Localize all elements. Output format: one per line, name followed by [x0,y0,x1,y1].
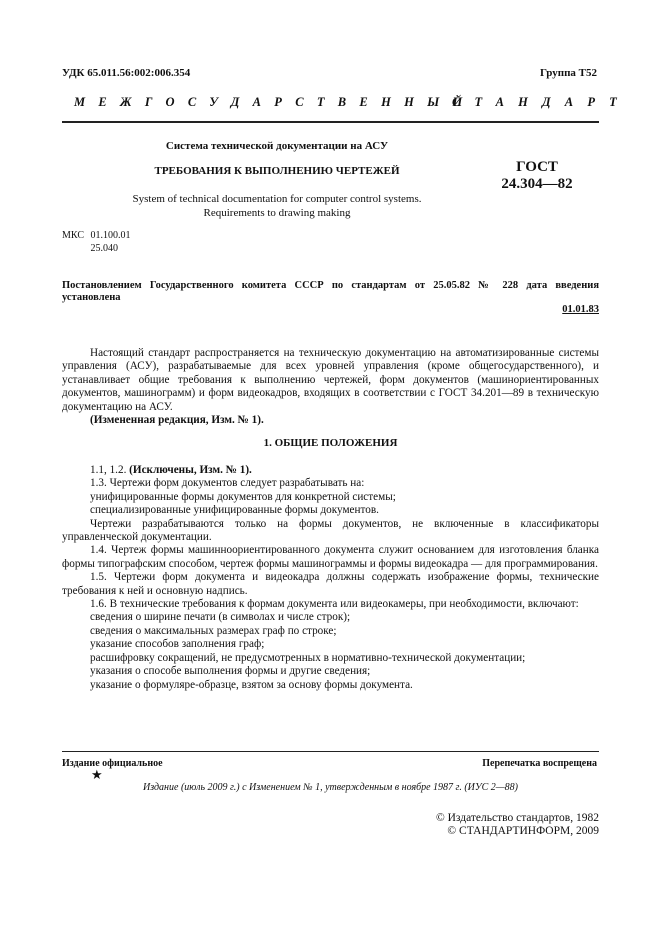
paragraph-1-6: 1.6. В технические требования к формам документа или видеокамеры, при необходимости, включают: [90,598,579,611]
english-title [62,192,492,220]
paragraph-1-5: 1.5. Чертежи форм документа и видеокадра должны содержать изображение формы, технические требования к ней и основную надпись. [62,571,599,597]
official-edition: Издание официальное [62,758,163,769]
mks-code-1: 01.100.01 [90,230,131,241]
paragraph-1-1-note: (Исключены, Изм. № 1). [129,464,252,476]
gost-number: 24.304—82 [501,176,573,192]
mks-block [62,229,130,255]
group-code: Группа Т52 [539,67,597,79]
intro-paragraph: Настоящий стандарт распространяется на техническую документацию на автоматизированные системы управления (АСУ), разрабатываемые для всех уровней управления (кроме общегосударственного), и устанавливает общие требования к выполнению чертежей, форм документов (машинориентированных документов, машинограмм) и форм видеокадров, входящих в соответствии с ГОСТ 34.201—89 в техническую документацию на АСУ. [62,347,599,413]
document-title: ТРЕБОВАНИЯ К ВЫПОЛНЕНИЮ ЧЕРТЕЖЕЙ [154,165,400,177]
udk-code: УДК 65.011.56:002:006.354 [62,67,191,79]
list-item: указание способов заполнения граф; [90,638,265,651]
intro-section [62,347,599,427]
effective-date: 01.01.83 [562,304,599,315]
paragraph-1-3-c: Чертежи разрабатываются только на формы документов, не включенные в классификаторы управленческой документации. [62,517,599,544]
decree-line: Постановлением Государственного комитета СССР по стандартам от 25.05.82 № 228 дата введения [62,280,599,291]
standard-label: СТАНДАРТ [452,95,631,109]
edition-note: Издание (июль 2009 г.) с Изменением № 1, утвержденным в ноябре 1987 г. (ИУС 2—88) [143,782,518,793]
paragraph-1-1-number: 1.1, 1.2. [90,464,127,476]
list-item: сведения о максимальных размерах граф по строке; [90,624,337,637]
copyright-block [436,812,599,838]
copyright-line-1: © Издательство стандартов, 1982 [435,812,599,824]
paragraph-1-4: 1.4. Чертеж формы машинноориентированного документа служит основанием для изготовления бланка формы типографским способом, чертеж формы машинограммы и формы видеокадра — для программирования. [62,544,599,570]
english-title-line2: Requirements to drawing making [203,207,351,219]
intro-revision: (Измененная редакция, Изм. № 1). [90,414,264,427]
mks-code-2: 25.040 [90,243,118,254]
gost-label: ГОСТ [516,159,558,175]
mks-label: МКС [62,230,84,241]
section-body [62,464,599,692]
reprint-prohibited: Перепечатка воспрещена [482,758,597,769]
copyright-line-2: © СТАНДАРТИНФОРМ, 2009 [447,825,599,837]
list-item: расшифровку сокращений, не предусмотренных в нормативно-технической документации; [90,651,526,664]
decree-line-2: установлена [62,292,121,303]
section-heading: 1. ОБЩИЕ ПОЛОЖЕНИЯ [263,437,398,449]
header-rule [62,121,599,123]
list-item: указание о формуляре-образце, взятом за основу формы документа. [90,678,413,691]
list-item: указания о способе выполнения формы и другие сведения; [90,665,371,678]
paragraph-1-3-b: специализированные унифицированные формы документов. [90,504,379,517]
star-icon: ★ [91,767,103,782]
interstate-label: МЕЖГОСУДАРСТВЕННЫЙ [74,95,476,109]
gost-designation [498,159,576,193]
paragraph-1-1 [62,464,599,477]
list-item: сведения о ширине печати (в символах и числе строк); [90,611,351,624]
paragraph-1-3: 1.3. Чертежи форм документов следует разрабатывать на: [90,477,365,490]
english-title-line1: System of technical documentation for computer control systems. [132,193,422,205]
paragraph-1-3-a: унифицированные формы документов для конкретной системы; [90,490,396,503]
footer-rule [62,751,599,752]
system-name: Система технической документации на АСУ [165,140,389,152]
